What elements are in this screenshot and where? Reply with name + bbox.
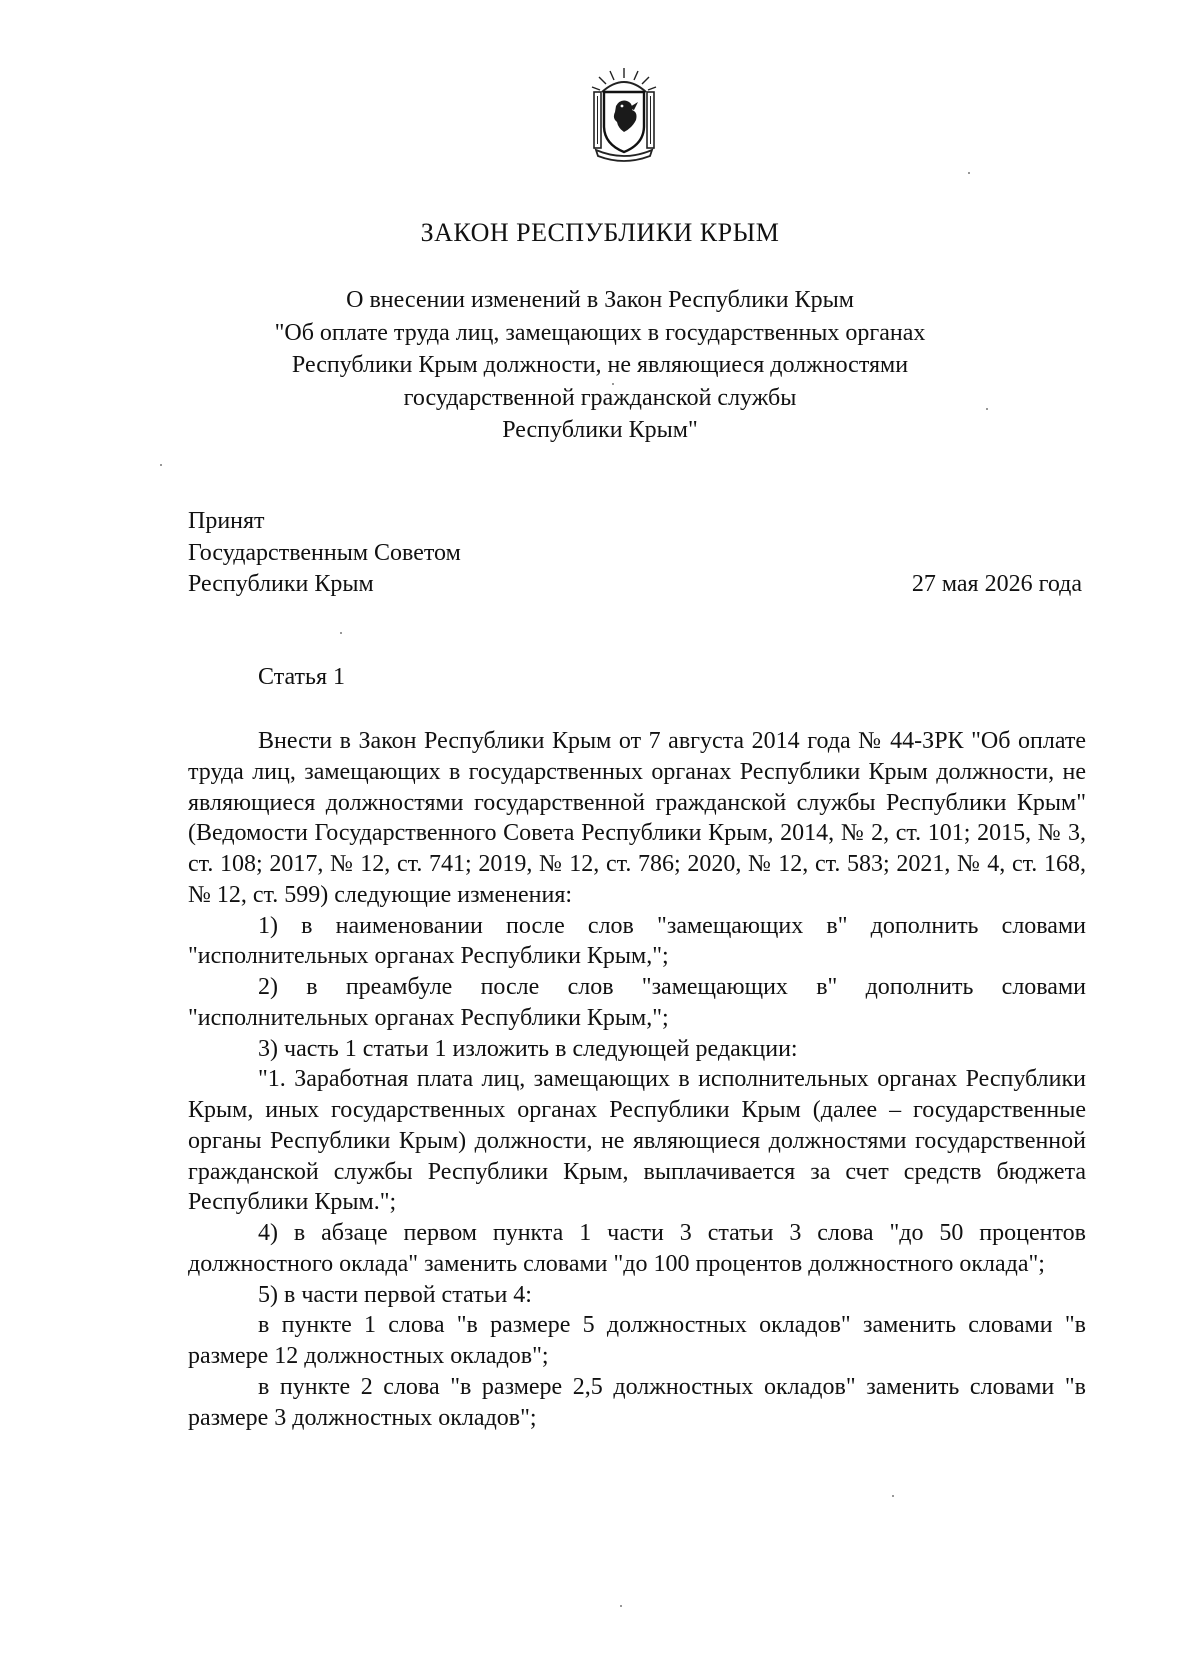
article-body bbox=[188, 726, 1086, 1433]
paragraph: 1) в наименовании после слов "замещающих в" дополнить словами "исполнительных органах Республики Крым,"; bbox=[188, 912, 1086, 970]
adoption-date: 27 мая 2026 года bbox=[911, 571, 1082, 597]
paragraph: "1. Заработная плата лиц, замещающих в исполнительных органах Республики Крым, иных государственных органах Республики Крым (далее – государственные органы Республики Крым) должности, не являющиеся должностями государственной гражданской службы Республики Крым, выплачивается за счет средств бюджета Республики Крым."; bbox=[188, 1066, 1086, 1216]
law-title: ЗАКОН РЕСПУБЛИКИ КРЫМ bbox=[420, 218, 780, 247]
subtitle-line: государственной гражданской службы bbox=[403, 384, 797, 411]
adopted-line: Принят bbox=[188, 508, 265, 534]
paragraph: Внести в Закон Республики Крым от 7 августа 2014 года № 44-ЗРК "Об оплате труда лиц, замещающих в государственных органах Республики Крым должности, не являющиеся должностями государственной гражданской службы Республики Крым" (Ведомости Государственного Совета Республики Крым, 2014, № 2, ст. 101; 2015, № 3, ст. 108; 2017, № 12, ст. 741; 2019, № 12, ст. 786; 2020, № 12, ст. 583; 2021, № 4, ст. 168, № 12, ст. 599) следующие изменения: bbox=[188, 728, 1086, 908]
scan-speck bbox=[160, 464, 162, 466]
scan-speck bbox=[620, 1605, 622, 1607]
paragraph: 5) в части первой статьи 4: bbox=[258, 1281, 532, 1308]
paragraph: 3) часть 1 статьи 1 изложить в следующей редакции: bbox=[258, 1035, 798, 1062]
adopted-line: Республики Крым bbox=[188, 571, 374, 597]
article-heading: Статья 1 bbox=[258, 664, 345, 690]
scan-speck bbox=[340, 632, 342, 634]
adopted-by-block bbox=[188, 506, 461, 601]
scan-speck bbox=[892, 1495, 894, 1497]
paragraph: в пункте 1 слова "в размере 5 должностных окладов" заменить словами "в размере 12 должностных окладов"; bbox=[188, 1312, 1086, 1369]
paragraph: в пункте 2 слова "в размере 2,5 должностных окладов" заменить словами "в размере 3 должностных окладов"; bbox=[188, 1373, 1086, 1431]
scan-speck bbox=[612, 383, 614, 385]
subtitle-line: Республики Крым" bbox=[502, 417, 698, 443]
crimea-coat-of-arms-icon bbox=[588, 66, 660, 164]
subtitle-line: О внесении изменений в Закон Республики Крым bbox=[346, 287, 854, 313]
scan-speck bbox=[986, 408, 988, 410]
subtitle-line: Республики Крым должности, не являющиеся должностями bbox=[291, 352, 909, 378]
paragraph: 4) в абзаце первом пункта 1 части 3 статьи 3 слова "до 50 процентов должностного оклада" заменить словами "до 100 процентов должностного оклада"; bbox=[188, 1220, 1086, 1277]
paragraph: 2) в преамбуле после слов "замещающих в" дополнить словами "исполнительных органах Республики Крым,"; bbox=[188, 974, 1086, 1031]
subtitle-line: "Об оплате труда лиц, замещающих в государственных органах bbox=[274, 319, 926, 346]
scan-speck bbox=[968, 172, 970, 174]
law-subtitle bbox=[0, 284, 1200, 447]
adopted-line: Государственным Советом bbox=[188, 539, 461, 566]
